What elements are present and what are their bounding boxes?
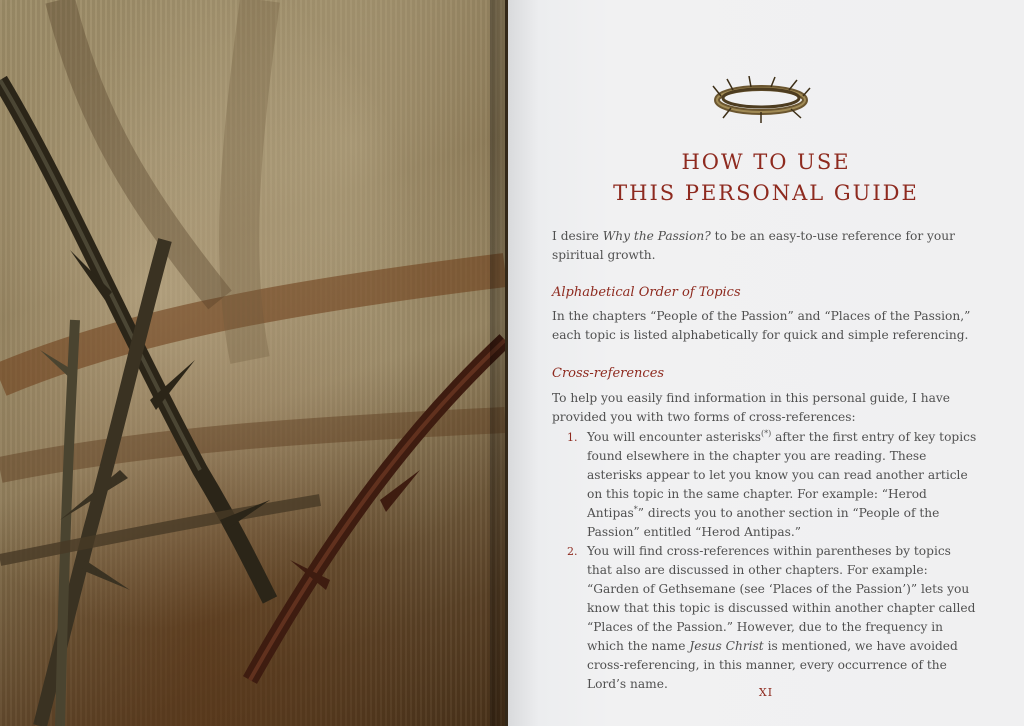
list-text-part: You will encounter asterisks xyxy=(587,430,762,444)
list-text-part: after the first entry of key topics found elsewhere in the chapter you are reading. These asterisks appear to let you know you can read another article on this topic in the same chapter. For example: “Herod Antipas xyxy=(587,430,977,520)
crown-of-thorns-icon xyxy=(711,76,811,124)
page-title-line2: THIS PERSONAL GUIDE xyxy=(613,181,919,205)
list-text-part: You will find cross-references within parentheses by topics that also are discussed in other chapters. For example: “Garden of Gethsemane (see ‘Places of the Passion’)” lets you know that this topic is discussed within another chapter called “Places of the Passion.” However, due to the frequency in which the name xyxy=(587,544,976,653)
intro-text-end: to be an easy-to-use reference for your spiritual growth. xyxy=(552,229,955,262)
page-number: XI xyxy=(758,686,774,699)
intro-paragraph xyxy=(552,227,972,265)
right-page xyxy=(508,0,1024,726)
jesus-christ-italic: Jesus Christ xyxy=(689,639,764,653)
asterisk-superscript: (*) xyxy=(761,428,772,438)
list-item-text xyxy=(587,428,977,542)
left-page-photo xyxy=(0,0,505,726)
list-item-text xyxy=(587,542,977,694)
page-title-line1: HOW TO USE xyxy=(681,150,851,174)
intro-text-start: I desire xyxy=(552,229,603,243)
section-heading-cross-references: Cross-references xyxy=(552,366,665,381)
thorn-branches-image xyxy=(0,0,505,726)
section-heading-alphabetical: Alphabetical Order of Topics xyxy=(552,285,741,300)
list-text-part: is mentioned, we have avoided cross-referencing, in this manner, every occurrence of the Lord’s name. xyxy=(587,639,958,691)
list-number: 2. xyxy=(567,545,578,558)
asterisk-superscript: * xyxy=(633,504,638,514)
book-title-italic: Why the Passion? xyxy=(602,229,711,243)
list-number: 1. xyxy=(567,431,578,444)
list-text-part: ” directs you to another section in “People of the Passion” entitled “Herod Antipas.” xyxy=(587,506,940,539)
section-body-alphabetical: In the chapters “People of the Passion” and “Places of the Passion,” each topic is listed alphabetically for quick and simple referencing. xyxy=(552,309,971,342)
section-body-cross-references: To help you easily find information in this personal guide, I have provided you with two forms of cross-references: xyxy=(552,391,950,424)
